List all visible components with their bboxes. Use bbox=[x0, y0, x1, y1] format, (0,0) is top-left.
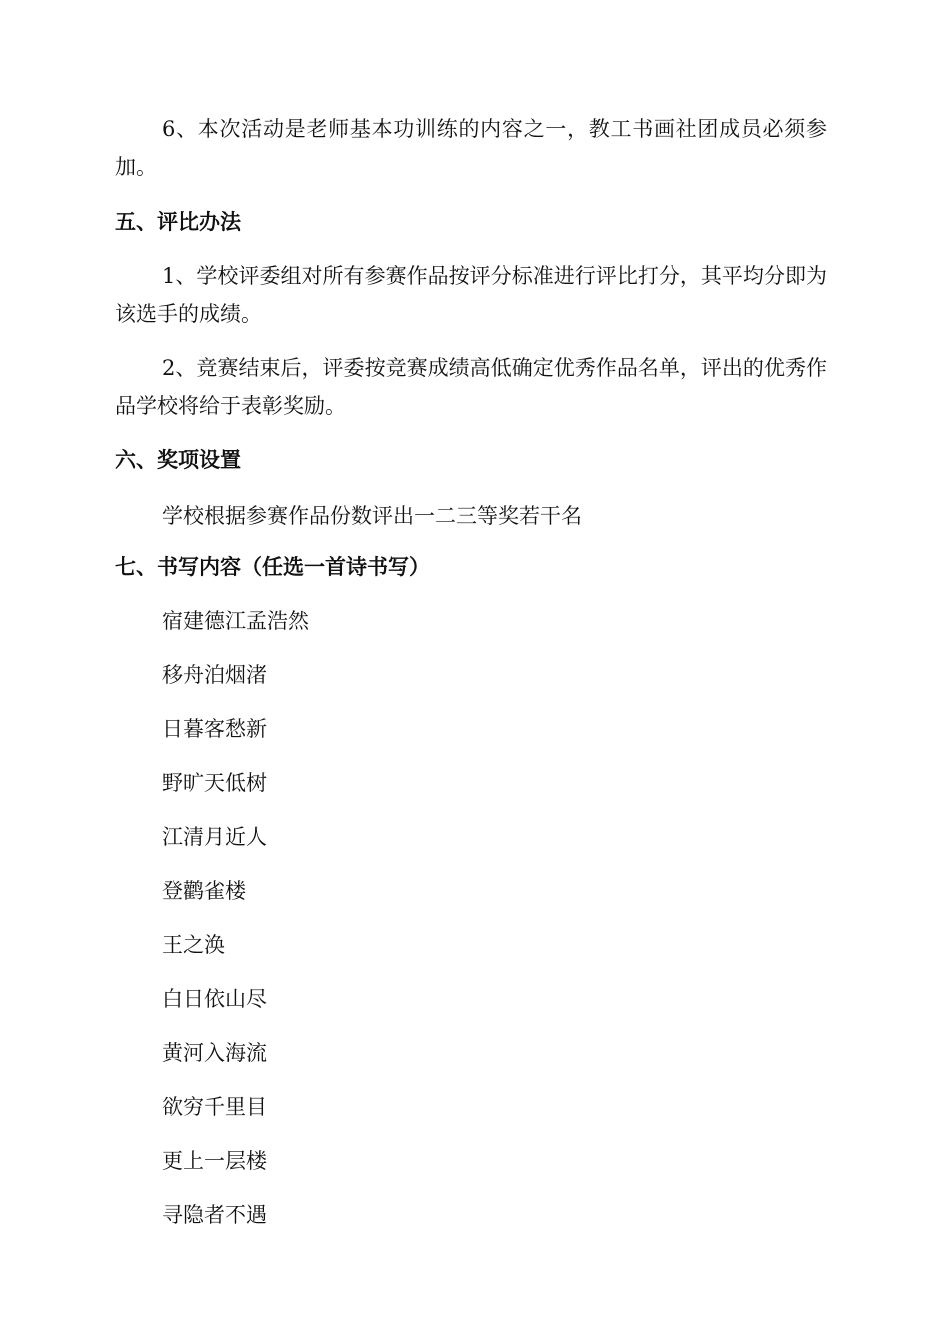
paragraph-evaluation-1: 1、学校评委组对所有参赛作品按评分标准进行评比打分，其平均分即为该选手的成绩。 bbox=[115, 264, 827, 326]
heading-evaluation-method: 五、评比办法 bbox=[115, 210, 241, 234]
poem-line: 黄河入海流 bbox=[162, 1041, 267, 1065]
poem-line: 白日依山尽 bbox=[162, 987, 267, 1011]
poem-line: 移舟泊烟渚 bbox=[162, 663, 267, 687]
heading-writing-content: 七、书写内容（任选一首诗书写） bbox=[115, 555, 430, 579]
poem-line: 登鹳雀楼 bbox=[162, 879, 246, 903]
paragraph-evaluation-2: 2、竞赛结束后，评委按竞赛成绩高低确定优秀作品名单，评出的优秀作品学校将给于表彰奖励。 bbox=[115, 356, 827, 418]
paragraph-awards: 学校根据参赛作品份数评出一二三等奖若干名 bbox=[162, 504, 582, 528]
poem-line: 更上一层楼 bbox=[162, 1149, 267, 1173]
poem-line: 江清月近人 bbox=[162, 825, 267, 849]
poem-line: 寻隐者不遇 bbox=[162, 1203, 267, 1227]
poem-line: 王之涣 bbox=[162, 933, 225, 957]
poem-line: 日暮客愁新 bbox=[162, 717, 267, 741]
heading-awards: 六、奖项设置 bbox=[115, 448, 241, 472]
poem-line: 野旷天低树 bbox=[162, 771, 267, 795]
poem-line: 欲穷千里目 bbox=[162, 1095, 267, 1119]
poem-line: 宿建德江孟浩然 bbox=[162, 609, 309, 633]
paragraph-item-6: 6、本次活动是老师基本功训练的内容之一，教工书画社团成员必须参加。 bbox=[115, 117, 827, 179]
